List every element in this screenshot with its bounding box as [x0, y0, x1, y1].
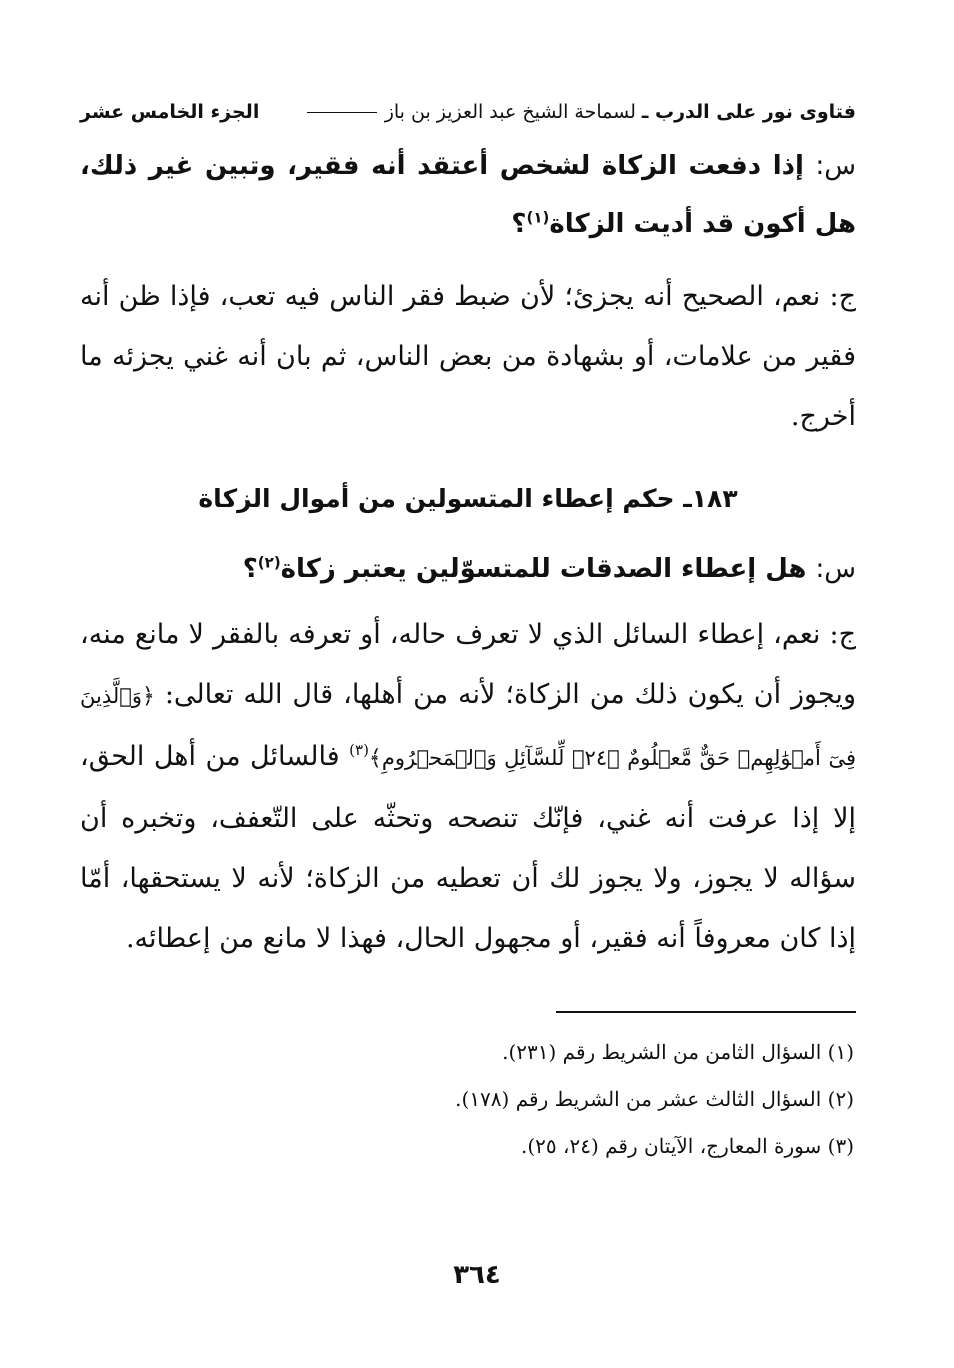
header-rule [307, 112, 377, 113]
question-1-text: إذا دفعت الزكاة لشخص أعتقد أنه فقير، وتبين غير ذلك، هل أكون قد أديت الزكاة [80, 151, 856, 239]
quran-close-bracket: ﴾ [368, 746, 382, 771]
answer-2-text-1: نعم، إعطاء السائل الذي لا تعرف حاله، أو تعرفه بالفقر لا مانع منه، ويجوز أن يكون ذلك من الزكاة؛ لأنه من أهلها، قال الله تعالى: [80, 619, 856, 710]
section-heading: ١٨٣ـ حكم إعطاء المتسولين من أموال الزكاة [198, 484, 738, 513]
header-book-title: فتاوى نور على الدرب ـ [641, 101, 856, 123]
answer-2 [80, 605, 856, 969]
question-1 [80, 137, 856, 253]
footnote-1: (١) السؤال الثامن من الشريط رقم (٢٣١). [502, 1040, 854, 1064]
answer-1-text: نعم، الصحيح أنه يجزئ؛ لأن ضبط فقر الناس فيه تعب، فإذا ظن أنه فقير من علامات، أو بشهادة من بعض الناس، ثم بان أنه غني يجزئه ما أخرج. [80, 281, 856, 432]
answer-1 [80, 267, 856, 447]
question-2-text: هل إعطاء الصدقات للمتسوّلين يعتبر زكاة [280, 554, 807, 584]
footnote-ref-2: (٢) [257, 553, 281, 572]
question-1-mark: ؟ [511, 209, 527, 239]
footnotes [80, 1029, 856, 1170]
question-2 [80, 539, 856, 599]
question-2-label: س: [815, 554, 856, 584]
footnote-divider [556, 1011, 856, 1013]
page-body [80, 95, 856, 1170]
quran-verse: وَٱلَّذِينَ فِىٓ أَمۡوَٰلِهِمۡ حَقٌّ مَّعۡلُومٌ ﴿٢٤﴾ لِّلسَّآئِلِ وَٱلۡمَحۡرُومِ [80, 684, 856, 770]
footnote-ref-3: (٣) [349, 741, 369, 759]
quran-open-bracket: ﴿ [142, 684, 155, 709]
footnote-2: (٢) السؤال الثالث عشر من الشريط رقم (١٧٨). [455, 1087, 854, 1111]
footnote-ref-1: (١) [526, 208, 550, 227]
question-1-label: س: [815, 151, 857, 181]
header-part: الجزء الخامس عشر [80, 101, 260, 123]
header-author: لسماحة الشيخ عبد العزيز بن باز [384, 101, 636, 123]
footnote-3: (٣) سورة المعارج، الآيتان رقم (٢٤، ٢٥). [521, 1134, 854, 1158]
running-header [80, 95, 856, 129]
page-number: ٣٦٤ [453, 1260, 501, 1290]
question-2-mark: ؟ [242, 554, 258, 584]
answer-2-label: ج: [829, 619, 857, 650]
answer-1-label: ج: [829, 281, 856, 312]
answer-2-text-2: فالسائل من أهل الحق، إلا إذا عرفت أنه غني، فإنّك تنصحه وتحثّه على التّعفف، وتخبره أن سؤاله لا يجوز، ولا يجوز لك أن تعطيه من الزكاة؛ لأنه لا يستحقها، أمّا إذا كان معروفاً أنه فقير، أو مجهول الحال، فهذا لا مانع من إعطائه. [80, 741, 856, 954]
header-title-group [299, 95, 856, 129]
